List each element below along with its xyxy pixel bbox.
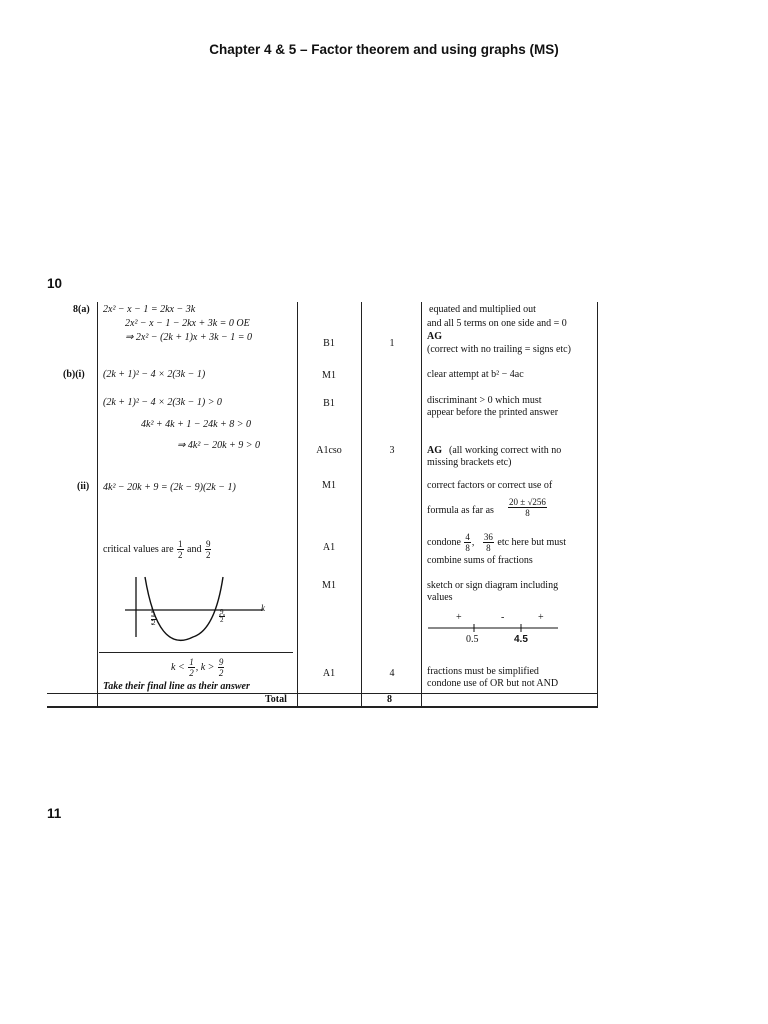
sign-value: 0.5 bbox=[466, 634, 479, 645]
quadratic-sketch bbox=[123, 575, 273, 645]
critical-values: critical values are $\frac{1}{2}$ and $\frac{9}{2}$ bbox=[103, 539, 211, 561]
comment: fractions must be simplified bbox=[427, 666, 539, 677]
comment: and all 5 terms on one side and = 0 bbox=[427, 318, 567, 329]
total-row-top-border bbox=[47, 693, 598, 694]
comment: values bbox=[427, 592, 453, 603]
column-divider bbox=[361, 302, 362, 708]
comment: missing brackets etc) bbox=[427, 457, 512, 468]
mark-code: A1 bbox=[322, 668, 336, 679]
total-value: 8 bbox=[387, 694, 392, 705]
graph-root-label: $\frac{9}{2}$ bbox=[220, 608, 224, 624]
total-label: Total bbox=[265, 694, 287, 705]
working-line: ⇒ 4k² − 20k + 9 > 0 bbox=[177, 440, 260, 451]
column-divider bbox=[97, 302, 98, 708]
mark-code: M1 bbox=[322, 370, 336, 381]
part-label-8a: 8(a) bbox=[73, 304, 90, 315]
sign-value: 4.5 bbox=[514, 634, 528, 645]
working-line: 4k² + 4k + 1 − 24k + 8 > 0 bbox=[141, 419, 252, 430]
mark-code: A1cso bbox=[316, 445, 342, 456]
answer-separator bbox=[99, 652, 293, 653]
sign-plus: + bbox=[538, 612, 544, 623]
comment: discriminant > 0 which must bbox=[427, 395, 542, 406]
comment: equated and multiplied out bbox=[429, 304, 536, 315]
mark-code: B1 bbox=[323, 398, 335, 409]
question-number-10: 10 bbox=[47, 276, 63, 291]
formula-fraction: $\frac{20 \pm √256}{8}$ bbox=[509, 497, 546, 518]
mark-code: A1 bbox=[322, 542, 336, 553]
comment: combine sums of fractions bbox=[427, 555, 533, 566]
comment: formula as far as bbox=[427, 505, 494, 516]
graph-root-label: $\frac{1}{2}$ bbox=[152, 611, 156, 627]
mark-code: B1 bbox=[323, 338, 335, 349]
comment: clear attempt at b² − 4ac bbox=[427, 369, 524, 380]
column-divider bbox=[421, 302, 422, 708]
mark-code: M1 bbox=[322, 580, 336, 591]
comment-ag: AG bbox=[427, 331, 442, 342]
comment: (all working correct with no bbox=[449, 445, 562, 456]
column-divider bbox=[597, 302, 598, 708]
part-label-bii: (ii) bbox=[77, 481, 90, 492]
working-line: 2x² − x − 1 = 2kx − 3k bbox=[103, 304, 196, 315]
final-note: Take their final line as their answer bbox=[103, 681, 250, 692]
question-number-11: 11 bbox=[47, 806, 62, 821]
comment-condone: condone $\frac{4}{8}$ , $\frac{36}{8}$ etc here but must bbox=[427, 532, 566, 554]
comment: appear before the printed answer bbox=[427, 407, 559, 418]
part-total: 4 bbox=[389, 668, 395, 679]
working-line: (2k + 1)² − 4 × 2(3k − 1) > 0 bbox=[103, 397, 222, 408]
working-line: ⇒ 2x² − (2k + 1)x + 3k − 1 = 0 bbox=[125, 332, 253, 343]
comment: correct factors or correct use of bbox=[427, 480, 553, 491]
part-label-bi: (b)(i) bbox=[63, 369, 85, 380]
sign-minus: - bbox=[501, 612, 505, 623]
comment: sketch or sign diagram including bbox=[427, 580, 559, 591]
working-line: 4k² − 20k + 9 = (2k − 9)(2k − 1) bbox=[103, 482, 236, 493]
mark-scheme-table bbox=[47, 300, 598, 710]
part-total: 3 bbox=[389, 445, 395, 456]
working-line: 2x² − x − 1 − 2kx + 3k = 0 OE bbox=[125, 318, 250, 329]
working-line: (2k + 1)² − 4 × 2(3k − 1) bbox=[103, 369, 206, 380]
total-row-bottom-border bbox=[47, 706, 598, 708]
comment: condone use of OR but not AND bbox=[427, 678, 559, 689]
column-divider bbox=[297, 302, 298, 708]
sign-plus: + bbox=[456, 612, 462, 623]
graph-axis-label: k bbox=[261, 603, 265, 613]
comment-ag: AG bbox=[427, 445, 442, 456]
part-total: 1 bbox=[389, 338, 395, 349]
comment: (correct with no trailing = signs etc) bbox=[427, 344, 571, 355]
mark-code: M1 bbox=[322, 480, 336, 491]
page-title: Chapter 4 & 5 – Factor theorem and using graphs (MS) bbox=[209, 42, 559, 57]
final-answer: k < $\frac{1}{2}$ , k > $\frac{9}{2}$ bbox=[171, 657, 224, 679]
